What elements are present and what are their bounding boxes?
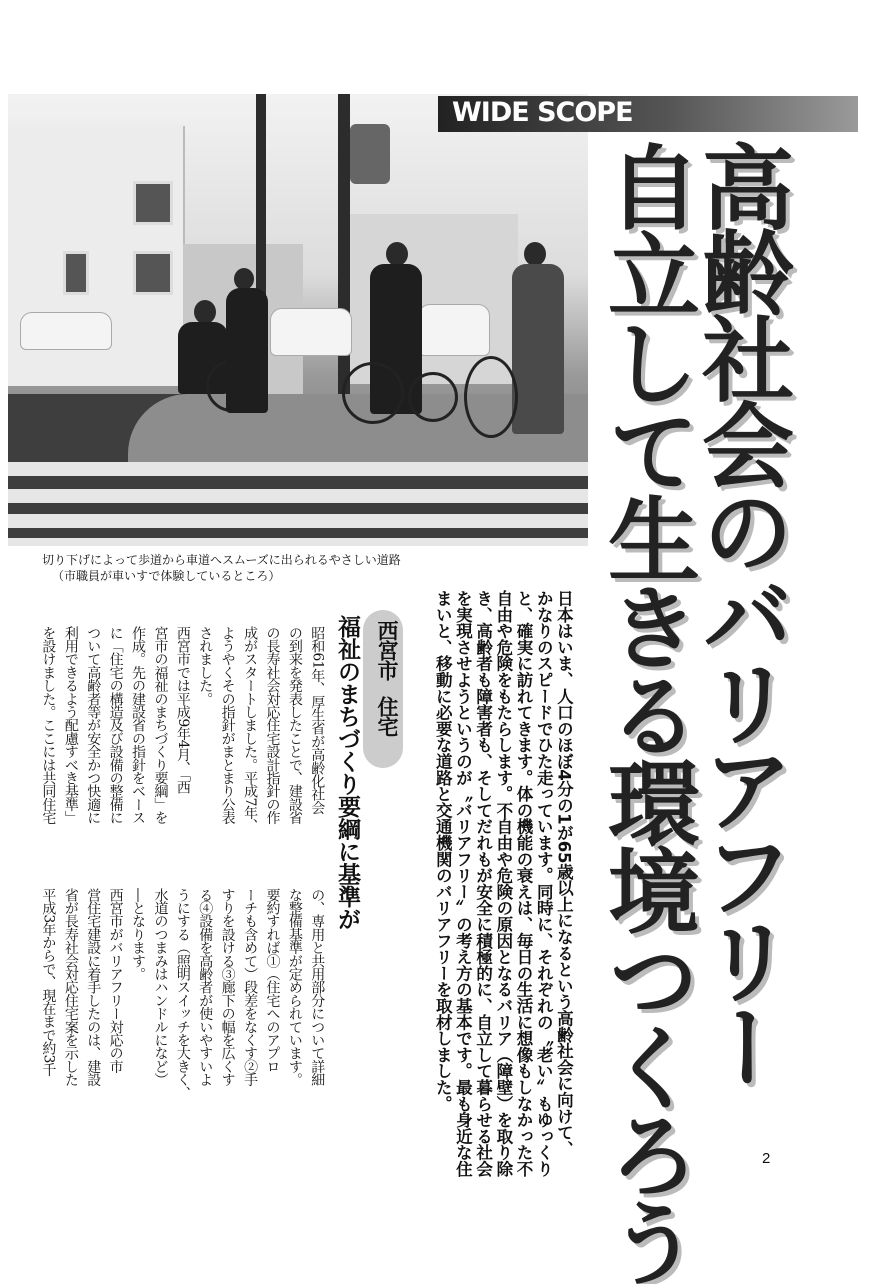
white-car <box>270 308 352 356</box>
building-window <box>63 251 89 295</box>
page-number: 2 <box>762 1150 771 1167</box>
body-line: うにする（照明スイッチを大きく、 <box>174 888 191 1100</box>
body-line: ―となります。 <box>130 888 147 981</box>
body-line: すりを設ける③廊下の幅を広くす <box>219 888 236 1087</box>
body-line: 利用できるよう配慮すべき基準」 <box>62 626 79 825</box>
lead-line: 日本はいま、人口のほぼ4分の1が65歳以上になるという高齢社会に向けて、 <box>554 590 574 1157</box>
bicycle-wheel <box>342 362 404 424</box>
lead-line: かなりのスピードでひた走っています。同時に、それぞれの〝老い〟もゆっくり <box>534 590 554 1177</box>
crosswalk-stripe <box>8 489 588 503</box>
body-line: ついて高齢者等が安全かつ快適に <box>85 626 102 825</box>
body-line: 要約すれば①（住宅へのアプロ <box>264 888 281 1073</box>
section-badge <box>363 610 403 768</box>
banner-label: WIDE SCOPE <box>452 97 633 128</box>
body-line: 水道のつまみはハンドルになど） <box>152 888 169 1087</box>
building-window <box>133 181 173 225</box>
lead-line: と、確実に訪れてきます。体の機能の衰えは、毎日の生活に想像もしなかった不 <box>514 590 534 1177</box>
body-line: 西宮市では平成9年4月、「西 <box>174 626 191 794</box>
bicycle-wheel <box>464 356 518 438</box>
person-head <box>386 242 408 266</box>
caption-line: （市職員が車いすで体験しているところ） <box>52 569 281 583</box>
section-subtitle: 住宅 <box>375 696 400 736</box>
bicycle-wheel <box>408 372 458 422</box>
body-line: る④設備を高齢者が使いやすいよ <box>197 888 214 1087</box>
title-line-1: 高齢社会のバリアフリー <box>687 140 794 1086</box>
lead-line: まいと、移動に必要な道路と交通機関のバリアフリーを取材しました。 <box>433 590 453 1112</box>
body-line: 宮市の福祉のまちづくり要綱」を <box>152 626 169 825</box>
body-line: 平成3年からで、現在まで約3千 <box>40 888 57 1076</box>
person-head <box>194 300 216 324</box>
body-column-lower <box>37 888 328 1153</box>
body-line: の長寿社会対応住宅設計指針の作 <box>264 626 281 825</box>
body-line: を設けました。ここには共同住宅 <box>40 626 57 825</box>
body-line: 西宮市がバリアフリー対応の市 <box>107 888 124 1073</box>
body-line: に「住宅の構造及び設備の整備に <box>107 626 124 825</box>
body-line: ようやくその指針がまとまり公表 <box>219 626 236 825</box>
lead-line: 自由や危険をもたらします。不自由や危険の原因となるバリア（障壁）を取り除 <box>493 590 513 1177</box>
parked-car <box>20 312 112 350</box>
body-line: 作成。先の建設省の指針をベース <box>130 626 147 825</box>
white-car <box>418 304 490 356</box>
body-line: 昭和61年、厚生省が高齢化社会 <box>309 626 326 814</box>
photo-caption <box>42 552 462 584</box>
lead-line: き、高齢者も障害者も、そしてだれもが安全に積極的に、自立して暮らせる社会 <box>473 590 493 1177</box>
body-line: されました。 <box>197 626 214 706</box>
traffic-signal <box>350 124 390 184</box>
body-line: 省が長寿社会対応住宅案を示した <box>62 888 79 1087</box>
body-line: の、専用と共用部分について詳細 <box>309 888 326 1087</box>
body-column-upper <box>37 626 328 876</box>
person-head <box>234 268 254 290</box>
lead-line: を実現させようというのが〝バリアフリー〟の考え方の基本です。最も身近な住 <box>453 590 473 1177</box>
section-heading: 福祉のまちづくり要綱に基準が <box>334 615 361 930</box>
body-line: 営住宅建設に着手したのは、建設 <box>85 888 102 1087</box>
body-line: な整備基準が定められています。 <box>286 888 303 1087</box>
section-banner <box>438 96 858 132</box>
body-line: 成がスタートしました。平成7年、 <box>242 626 259 833</box>
street-photo <box>8 94 588 546</box>
lead-paragraph <box>432 590 574 1177</box>
title-line-2: 自立して生きる環境つくろう <box>593 140 700 1284</box>
crosswalk-stripe <box>8 538 588 546</box>
crosswalk-stripe <box>8 462 588 476</box>
body-line: ーチも含めて）段差をなくす②手 <box>242 888 259 1087</box>
body-line: の到来を発表したことで、建設省 <box>286 626 303 825</box>
crosswalk-stripe <box>8 514 588 528</box>
helper-person <box>226 288 268 413</box>
caption-line: 切り下げによって歩道から車道へスムーズに出られるやさしい道路 <box>42 553 401 567</box>
person-head <box>524 242 546 266</box>
section-badge-text: 西宮市 <box>375 620 400 680</box>
cyclist <box>512 264 564 434</box>
building-window <box>133 251 173 295</box>
